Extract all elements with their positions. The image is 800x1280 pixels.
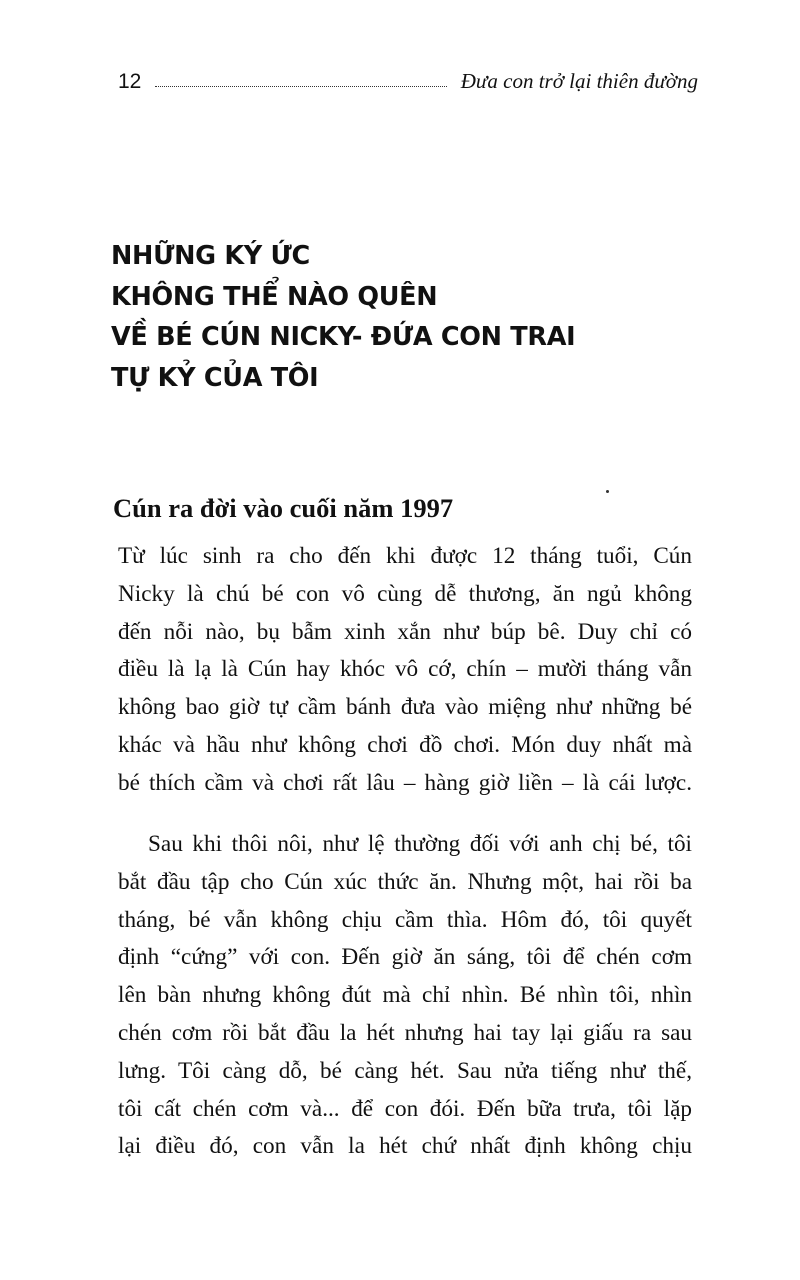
text-line: không bao giờ tự cầm bánh đưa vào miệng như những bé (118, 694, 692, 721)
text-line: lưng. Tôi càng dỗ, bé càng hét. Sau nửa tiếng như thế, (118, 1057, 692, 1084)
text-line: điều là lạ là Cún hay khóc vô cớ, chín – mười tháng vẫn (118, 656, 692, 683)
paragraph (118, 826, 692, 1166)
text-line: tôi cất chén cơm và... để con đói. Đến bữa trưa, tôi lặp (118, 1095, 692, 1122)
chapter-heading-line: NHỮNG KÝ ỨC (111, 241, 310, 271)
text-line: bé thích cầm và chơi rất lâu – hàng giờ liền – là cái lược. (118, 769, 692, 796)
ink-speck (606, 490, 609, 493)
chapter-heading (111, 236, 711, 398)
text-line: định “cứng” với con. Đến giờ ăn sáng, tôi để chén cơm (118, 944, 692, 971)
page-number: 12 (118, 69, 142, 93)
text-line: khác và hầu như không chơi đồ chơi. Món duy nhất mà (118, 731, 692, 758)
text-line: Từ lúc sinh ra cho đến khi được 12 tháng tuổi, Cún (118, 543, 692, 569)
text-line: bắt đầu tập cho Cún xúc thức ăn. Nhưng một, hai rồi ba (118, 868, 692, 895)
text-line: đến nỗi nào, bụ bẫm xinh xắn như búp bê. Duy chỉ có (118, 618, 692, 645)
text-line: chén cơm rồi bắt đầu la hét nhưng hai tay lại giấu ra sau (118, 1019, 692, 1046)
running-head (118, 66, 698, 96)
text-line: Nicky là chú bé con vô cùng dễ thương, ăn ngủ không (118, 580, 692, 607)
book-title: Đưa con trở lại thiên đường (460, 68, 698, 93)
chapter-heading-line: TỰ KỶ CỦA TÔI (111, 362, 319, 393)
dotted-leader (155, 86, 446, 87)
text-line: tháng, bé vẫn không chịu cầm thìa. Hôm đó, tôi quyết (118, 906, 692, 933)
chapter-heading-line: VỀ BÉ CÚN NICKY- ĐỨA CON TRAI (111, 322, 576, 352)
chapter-heading-line: KHÔNG THỂ NÀO QUÊN (111, 281, 438, 312)
text-line: Sau khi thôi nôi, như lệ thường đối với anh chị bé, tôi (148, 831, 692, 857)
section-title: Cún ra đời vào cuối năm 1997 (113, 493, 454, 523)
text-line: lại điều đó, con vẫn la hét chứ nhất định không chịu (118, 1133, 692, 1160)
text-line: lên bàn nhưng không đút mà chỉ nhìn. Bé nhìn tôi, nhìn (118, 982, 692, 1009)
paragraph (118, 538, 692, 803)
